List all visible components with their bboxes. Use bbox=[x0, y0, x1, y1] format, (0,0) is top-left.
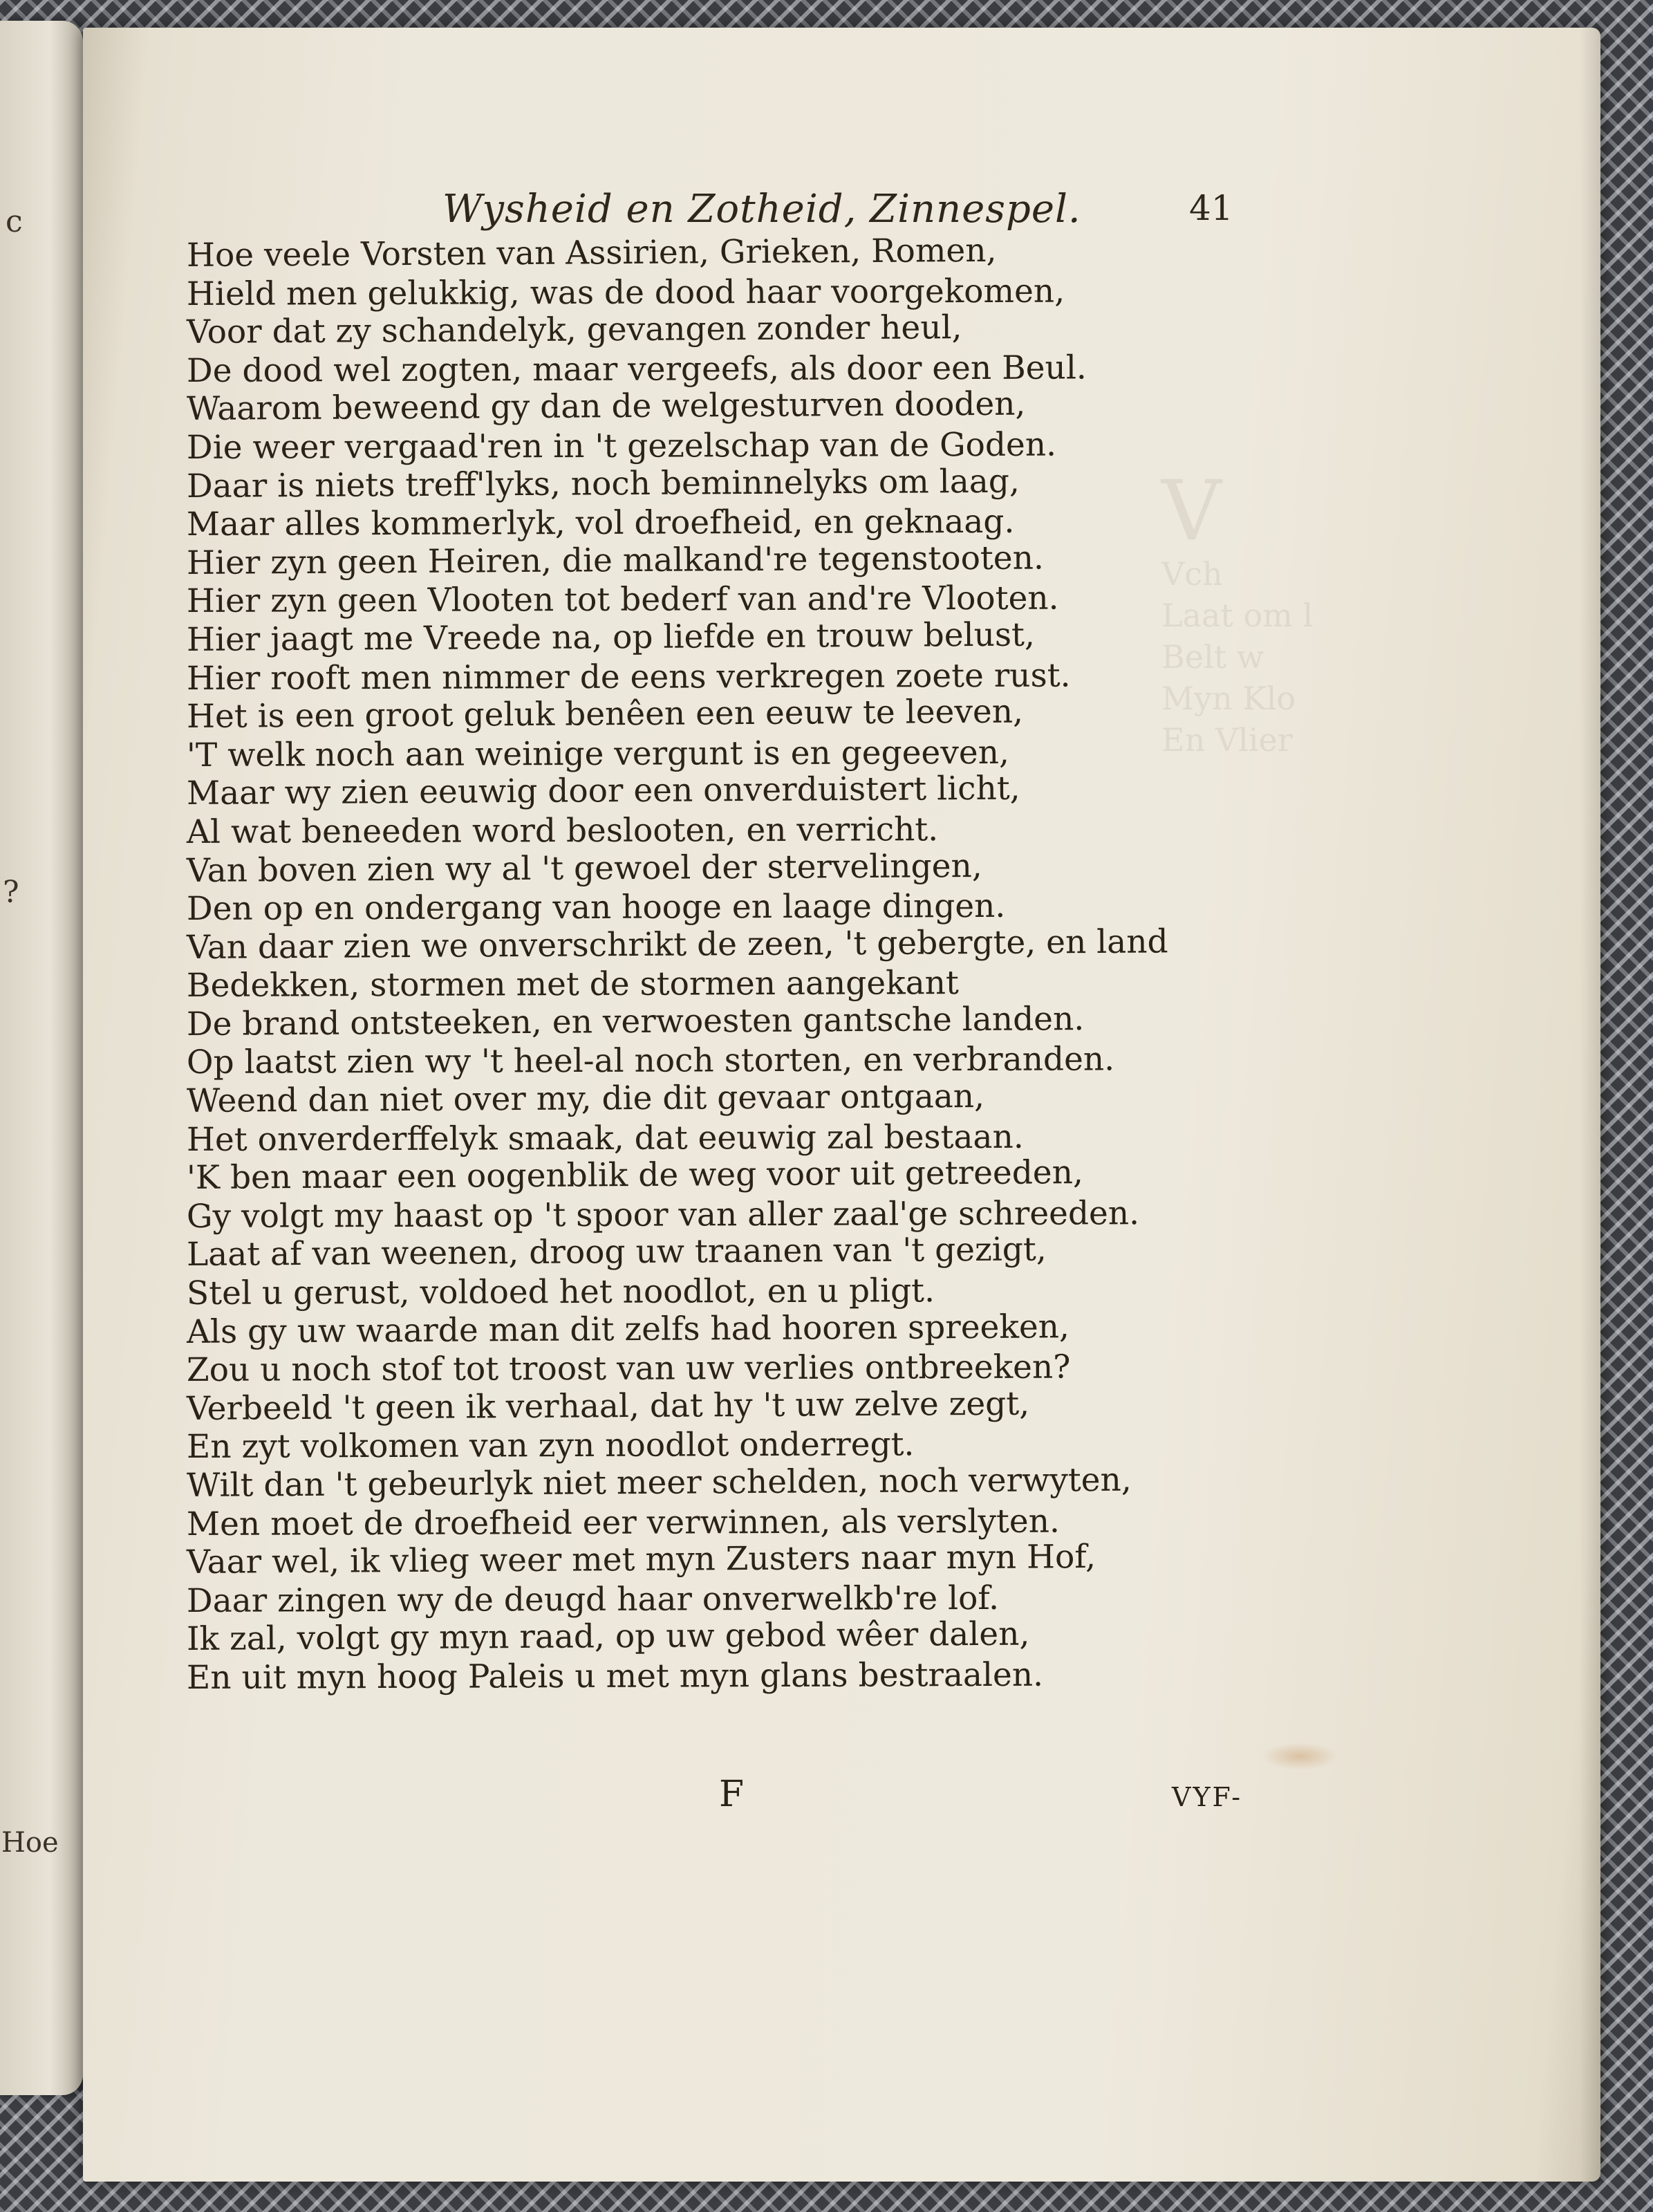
verse-line: Hier jaagt me Vreede na, op liefde en trouw belust, bbox=[186, 615, 1035, 659]
verse-line: Hield men gelukkig, was de dood haar voorgekomen, bbox=[186, 272, 1065, 313]
book-page bbox=[83, 28, 1600, 2182]
verse-line: Bedekken, stormen met de stormen aangekant bbox=[186, 964, 959, 1005]
verse-line: Ik zal, volgt gy myn raad, op uw gebod wêer dalen, bbox=[186, 1615, 1030, 1659]
verse-line: Daar zingen wy de deugd haar onverwelkb're lof. bbox=[186, 1579, 1000, 1620]
verse-line: De brand ontsteeken, en verwoesten gantsche landen. bbox=[186, 999, 1085, 1043]
verse-line: Maar wy zien eeuwig door een onverduistert licht, bbox=[186, 769, 1020, 813]
verse-line: 'T welk noch aan weinige vergunt is en gegeeven, bbox=[186, 733, 1009, 774]
left-page-fragment: c bbox=[6, 204, 23, 239]
verse-line: Als gy uw waarde man dit zelfs had hooren spreeken, bbox=[186, 1307, 1070, 1351]
verse-line: Hier zyn geen Vlooten tot bederf van and're Vlooten. bbox=[186, 579, 1059, 621]
verse-line: Gy volgt my haast op 't spoor van aller zaal'ge schreeden. bbox=[186, 1194, 1140, 1236]
verse-line: Van daar zien we onverschrikt de zeen, 't gebergte, en land bbox=[186, 922, 1168, 967]
verse-line: Waarom beweend gy dan de welgesturven dooden, bbox=[186, 384, 1026, 429]
verse-line: Op laatst zien wy 't heel-al noch storten, en verbranden. bbox=[186, 1040, 1115, 1082]
verse-line: Het is een groot geluk benêen een eeuw te leeven, bbox=[186, 692, 1024, 736]
verse-line: En uit myn hoog Paleis u met myn glans bestraalen. bbox=[186, 1655, 1044, 1697]
verse-line: Verbeeld 't geen ik verhaal, dat hy 't uw zelve zegt, bbox=[186, 1384, 1030, 1428]
verse-line: Het onverderffelyk smaak, dat eeuwig zal bestaan. bbox=[186, 1117, 1024, 1159]
verse-line: Vaar wel, ik vlieg weer met myn Zusters naar myn Hof, bbox=[186, 1538, 1096, 1582]
verse-line: Men moet de droefheid eer verwinnen, als verslyten. bbox=[186, 1502, 1060, 1543]
verse-line: Van boven zien wy al 't gewoel der stervelingen, bbox=[186, 846, 982, 890]
verse-line: Die weer vergaad'ren in 't gezelschap van de Goden. bbox=[186, 425, 1057, 467]
verse-line: Voor dat zy schandelyk, gevangen zonder heul, bbox=[186, 308, 962, 352]
verse-line: De dood wel zogten, maar vergeefs, als door een Beul. bbox=[186, 348, 1087, 390]
facing-left-page bbox=[0, 21, 83, 2095]
verse-line: Daar is niets treff'lyks, noch beminnelyks om laag, bbox=[186, 462, 1020, 505]
verse-line: Hoe veele Vorsten van Assirien, Grieken, Romen, bbox=[186, 231, 997, 275]
verse-line: En zyt volkomen van zyn noodlot onderregt. bbox=[186, 1425, 915, 1467]
left-page-fragment: ? bbox=[3, 875, 19, 910]
page-number: 41 bbox=[1189, 188, 1233, 228]
show-through-text: V Vch Laat om l Belt w Myn Klo En Vlier bbox=[1161, 463, 1314, 759]
verse-text bbox=[186, 231, 1320, 1698]
verse-line: Stel u gerust, voldoed het noodlot, en u pligt. bbox=[186, 1272, 935, 1313]
verse-line: Den op en ondergang van hooge en laage dingen. bbox=[186, 886, 1006, 929]
verse-line: Weend dan niet over my, die dit gevaar ontgaan, bbox=[186, 1077, 985, 1121]
verse-line: Laat af van weenen, droog uw traanen van 't gezigt, bbox=[186, 1230, 1047, 1274]
verse-line: Hier rooft men nimmer de eens verkregen zoete rust. bbox=[186, 656, 1071, 698]
catchword: VYF- bbox=[1172, 1782, 1243, 1812]
left-page-fragment: Hoe bbox=[1, 1827, 59, 1859]
signature-mark: F bbox=[719, 1774, 745, 1815]
foxing-stain bbox=[1262, 1742, 1338, 1770]
verse-line: 'K ben maar een oogenblik de weg voor uit getreeden, bbox=[186, 1153, 1084, 1198]
verse-line: Maar alles kommerlyk, vol droefheid, en geknaag. bbox=[186, 502, 1015, 544]
verse-line: Zou u noch stof tot troost van uw verlies ontbreeken? bbox=[186, 1348, 1071, 1390]
verse-line: Hier zyn geen Heiren, die malkand're tegenstooten. bbox=[186, 539, 1044, 582]
verse-line: Wilt dan 't gebeurlyk niet meer schelden, noch verwyten, bbox=[186, 1460, 1132, 1505]
verse-line: Al wat beneeden word beslooten, en verricht. bbox=[186, 810, 939, 851]
running-head: Wysheid en Zotheid, Zinnespel. bbox=[442, 187, 1081, 232]
